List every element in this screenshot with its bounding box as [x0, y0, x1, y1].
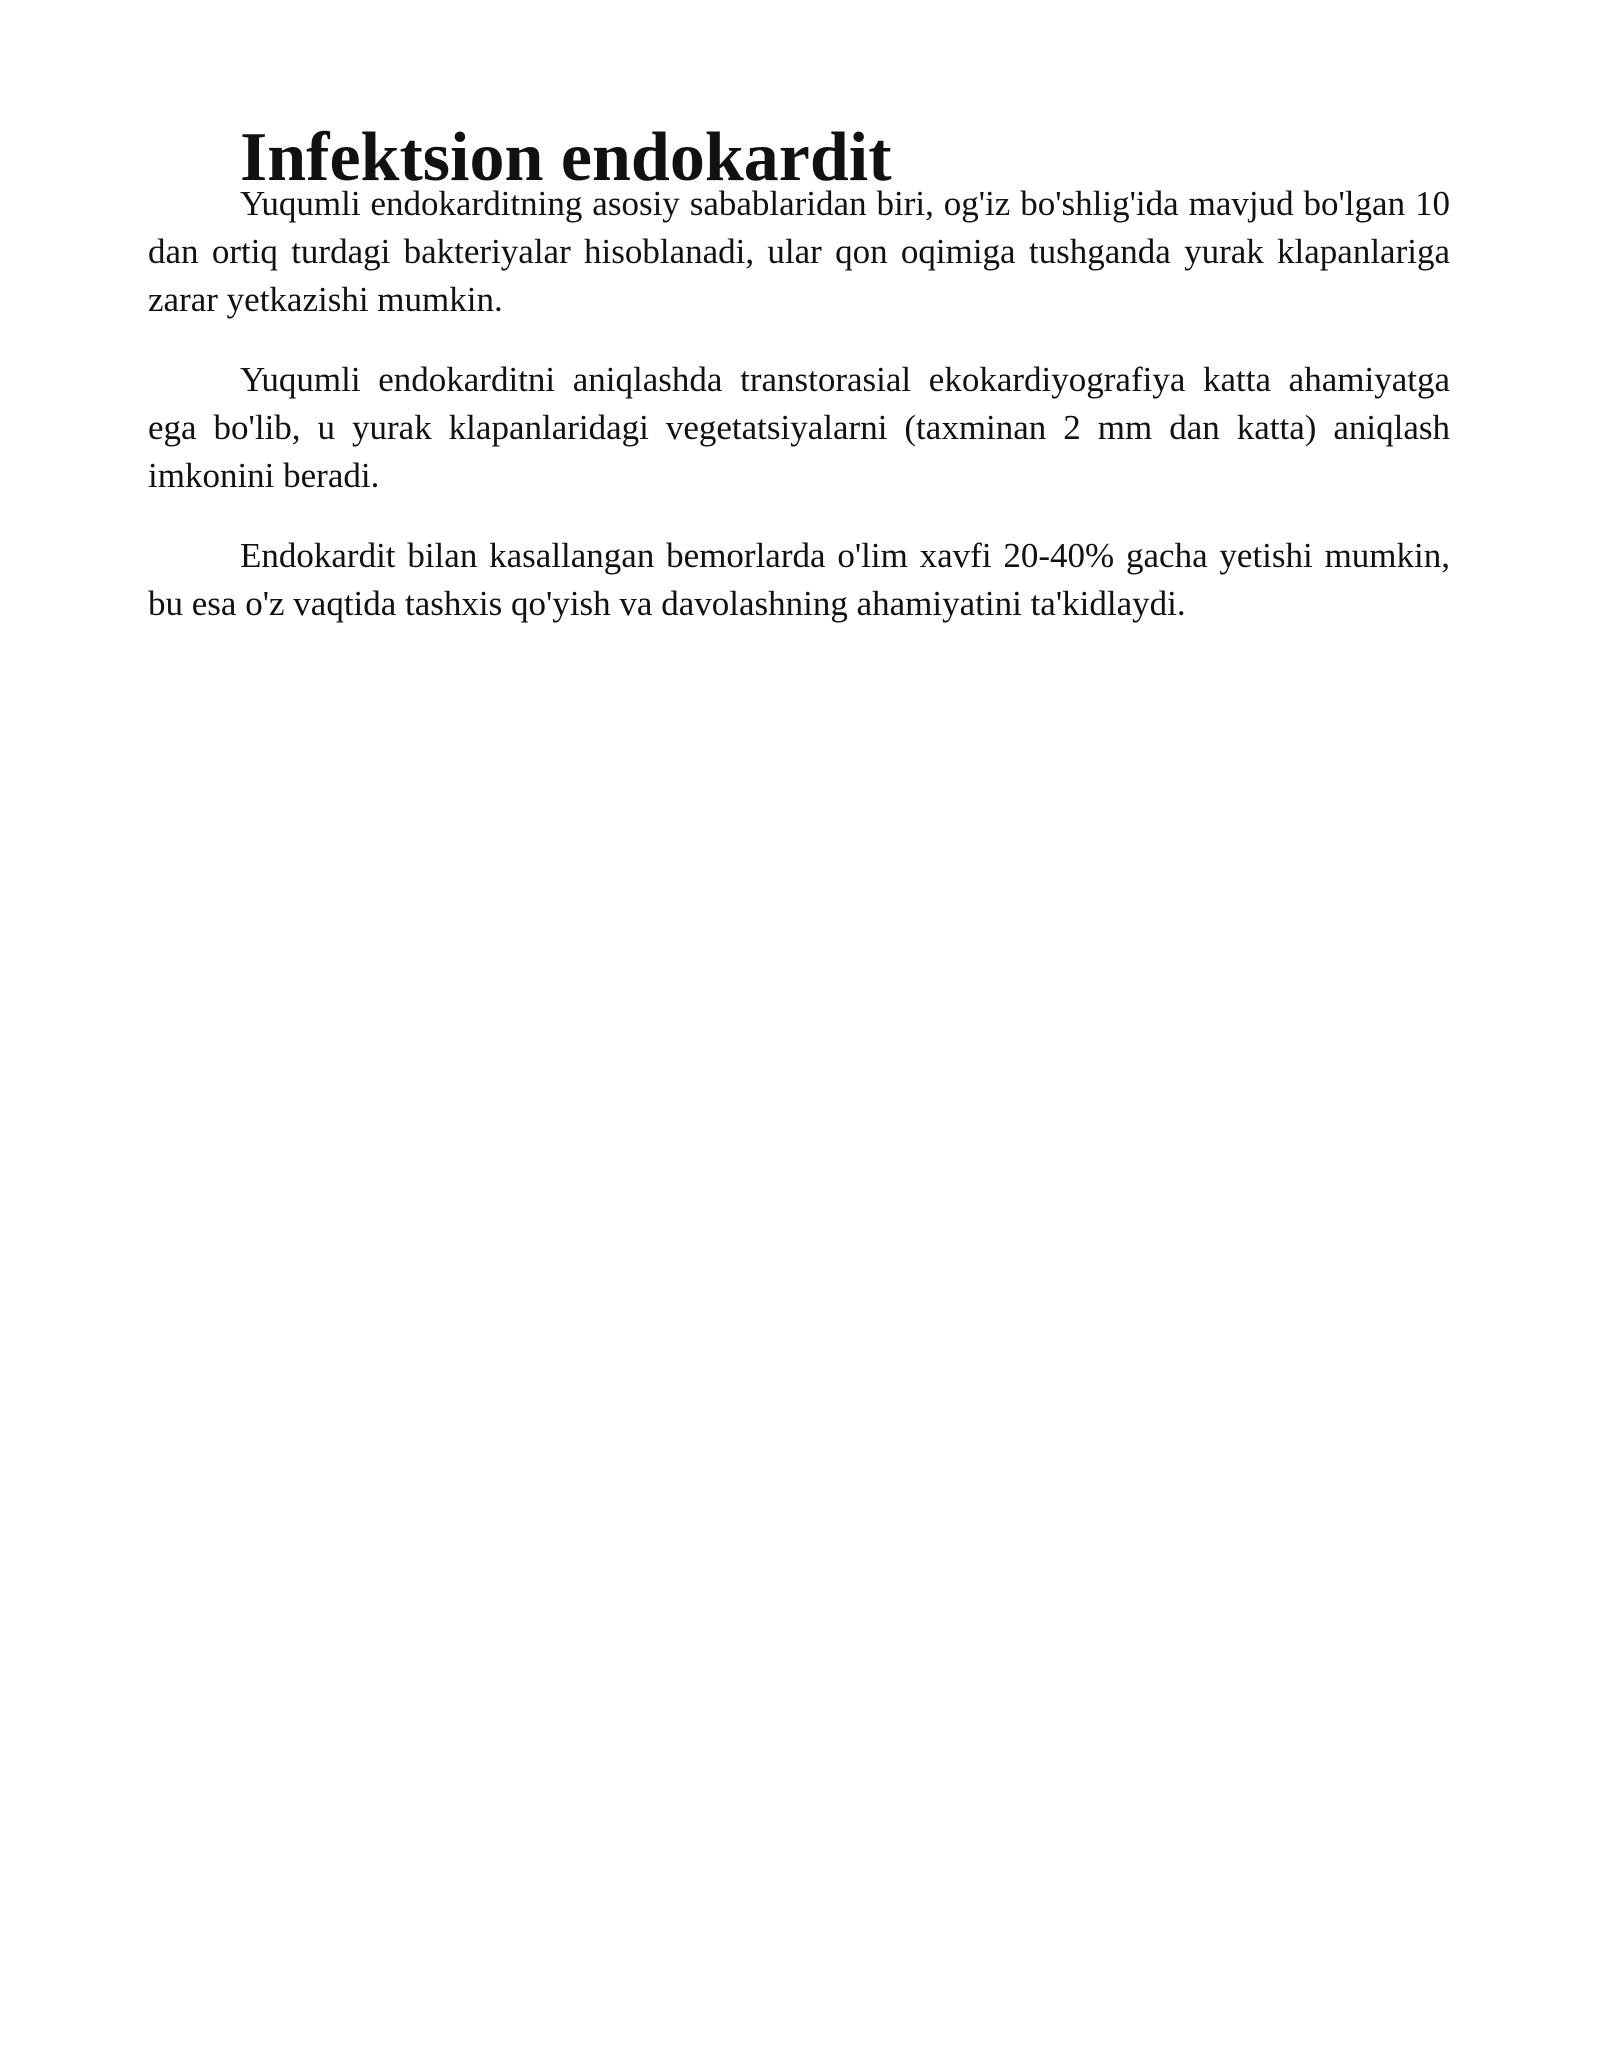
section-heading: Infektsion endokardit	[240, 119, 892, 196]
paragraph-3: Endokardit bilan kasallangan bemorlarda o'lim xavfi 20-40% gacha yetishi mumkin, bu esa o'z vaqtida tashxis qo'yish va davolashning ahamiyatini ta'kidlaydi.	[148, 536, 1450, 623]
document-body	[148, 119, 1450, 660]
paragraph-1: Yuqumli endokarditning asosiy sabablaridan biri, og'iz bo'shlig'ida mavjud bo'lgan 10 dan ortiq turdagi bakteriyalar hisoblanadi, ular qon oqimiga tushganda yurak klapanlariga zarar yetkazishi mumkin.	[148, 184, 1450, 319]
paragraph-2: Yuqumli endokarditni aniqlashda transtorasial ekokardiyografiya katta ahamiyatga ega bo'lib, u yurak klapanlaridagi vegetatsiyalarni (taxminan 2 mm dan katta) aniqlash imkonini beradi.	[148, 360, 1450, 495]
